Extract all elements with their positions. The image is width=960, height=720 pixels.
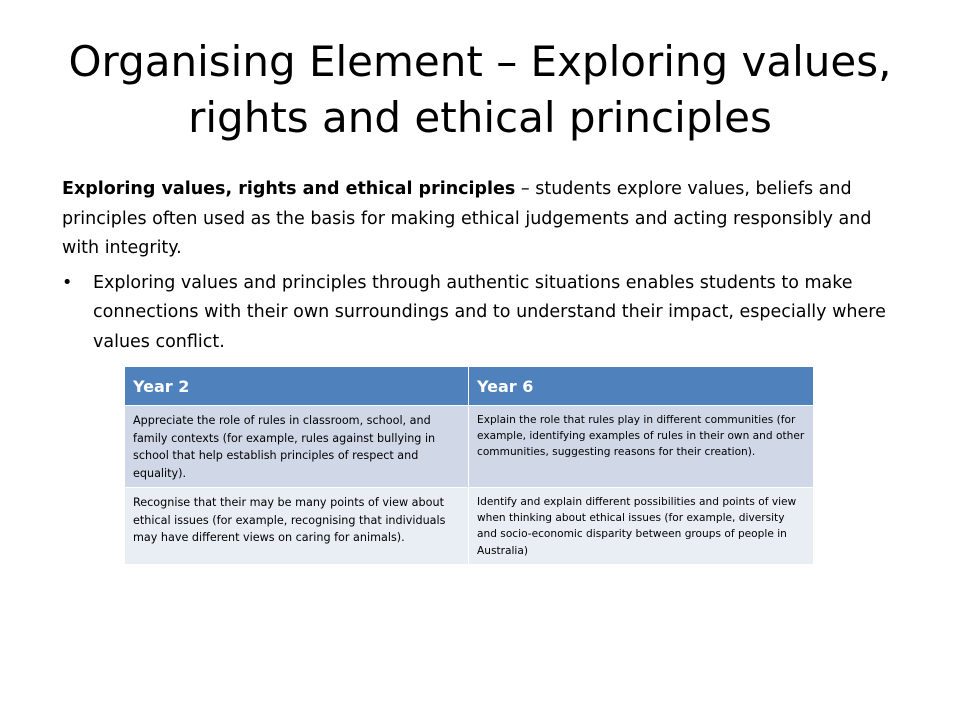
cell-year-2-views: Recognise that their may be many points of view about ethical issues (for example, recognising that individuals may have different views on caring for animals). <box>125 488 469 565</box>
bullet-text: Exploring values and principles through authentic situations enables students to make connections with their own surroundings and to understand their impact, especially where values conflict. <box>93 272 886 352</box>
table-header-row <box>125 367 814 406</box>
cell-year-2-rules: Appreciate the role of rules in classroom, school, and family contexts (for example, rules against bullying in school that help establish principles of respect and equality). <box>125 406 469 488</box>
table-row <box>125 488 814 565</box>
slide-title: Organising Element – Exploring values, rights and ethical principles <box>68 37 892 142</box>
year-comparison-table <box>124 366 814 565</box>
cell-year-6-views: Identify and explain different possibilities and points of view when thinking about ethical issues (for example, diversity and socio-economic disparity between groups of people in Australia) <box>469 488 814 565</box>
intro-lead: Exploring values, rights and ethical principles <box>62 179 516 199</box>
cell-year-6-rules: Explain the role that rules play in different communities (for example, identifying examples of rules in their own and other communities, suggesting reasons for their creation). <box>469 406 814 488</box>
intro-paragraph <box>62 175 897 264</box>
table-row <box>125 406 814 488</box>
bullet-item <box>62 269 897 358</box>
slide-body <box>62 175 897 357</box>
header-year-6: Year 6 <box>469 367 814 406</box>
header-year-2: Year 2 <box>125 367 469 406</box>
bullet-dot-icon: • <box>62 272 73 293</box>
intro-rest: – students explore values, beliefs and principles often used as the basis for making ethical judgements and acting responsibly and with integrity. <box>62 179 872 258</box>
